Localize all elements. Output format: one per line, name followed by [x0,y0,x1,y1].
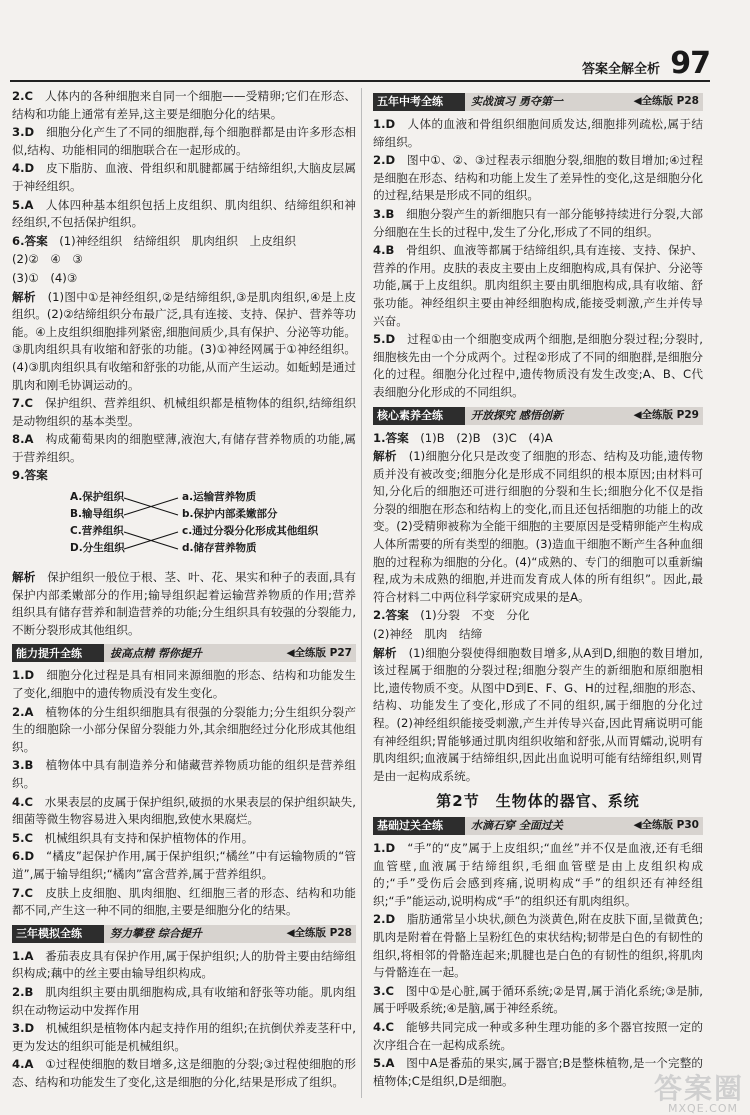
answer-text: 水果表层的皮属于保护组织,破损的水果表层的保护组织缺失,细菌等微生物容易进入果肉细胞,致使水果腐烂。 [12,794,356,827]
answer-item [12,289,356,395]
watermark-logo: 答案圈 [653,1072,744,1105]
answer-text: (1)细胞分裂使得细胞数目增多,从A到D,细胞的数目增加,该过程属于细胞的分裂过程;细胞分裂产生的新细胞和原细胞相比,遗传物质不变。从图中D到E、F、G、H的过程,细胞的形态、结构、功能发生了变化,形成了不同的组织,属于细胞的分化过程。(2)神经组织能接受刺激,产生并传导兴奋,因此胃痛说明可能有神经组织;胃能够通过肌肉组织收缩和舒张,从而胃蠕动,说明有肌肉组织;血液属于结缔组织,因此出血说明可能有结缔组织,则胃是由一起构成系统。 [373,645,703,783]
answer-text: 肌肉组织主要由肌细胞构成,具有收缩和舒张等功能。肌肉组织在动物运动中发挥作用 [12,984,356,1017]
answer-item [373,645,703,786]
section-title: 第2节 生物体的器官、系统 [436,792,640,811]
answer-item [12,251,356,269]
answer-item [12,233,356,251]
match-left-item: D.分生组织 [70,542,125,555]
answer-number: 4.B [373,243,395,258]
answer-text: (1)分裂 不变 分化 [420,608,530,623]
answer-item [12,885,356,920]
answer-item [373,448,703,606]
answer-item [12,757,356,792]
answer-text: (3)① (4)③ [12,270,78,285]
answer-number: 4.D [12,161,35,176]
match-right-item: d.储存营养物质 [182,542,257,555]
right-column [373,88,703,1091]
answer-number: 解析 [373,645,397,660]
answer-item [373,1019,703,1054]
answer-text: (1)神经组织 结缔组织 肌肉组织 上皮组织 [59,233,296,248]
answer-number: 5.A [373,1056,395,1071]
answer-text: 细胞分化产生了不同的细胞群,每个细胞群都是由许多形态相似,结构、功能相同的细胞联合在一起形成的。 [12,125,356,157]
answer-item [373,840,703,910]
page-header [0,0,750,80]
answer-item [12,395,356,430]
answer-number: 5.A [12,197,34,212]
answer-number: 1.D [12,668,35,683]
match-right-item: a.运输营养物质 [182,491,257,504]
answer-text: 皮肤上皮细胞、肌肉细胞、红细胞三者的形态、结构和功能都不同,产生这一种不同的细胞,主要是细胞分化的结果。 [12,885,356,918]
answer-text: ①过程使细胞的数目增多,这是细胞的分裂;③过程使细胞的形态、结构和功能发生了变化,这是细胞的分化,结果是形成了组织。 [12,1057,356,1089]
section-banner [373,93,703,111]
answer-text: 保护组织、营养组织、机械组织都是植物体的组织,结缔组织是动物组织的基本类型。 [12,396,356,428]
banner-title: 能力提升全练 [16,646,82,660]
header-label: 答案全解全析 [581,62,660,77]
answer-text: (2)神经 肌肉 结缔 [373,627,483,642]
answer-number: 解析 [12,570,36,585]
banner-subtitle: 水滴石穿 全面过关 [471,819,563,833]
header-rule [10,80,710,82]
answer-number: 1.A [12,948,34,963]
answer-item [12,124,356,159]
banner-subtitle: 努力攀登 综合提升 [110,926,202,940]
answer-number: 1.D [373,840,396,855]
answer-number: 3.B [373,206,395,221]
answer-text: 植物体中具有制造养分和储藏营养物质功能的组织是营养组织。 [12,758,356,790]
answer-number: 6.D [12,849,35,864]
answer-number: 7.C [12,885,33,900]
answer-text: 人体内的各种细胞来自同一个细胞——受精卵;它们在形态、结构和功能上通常有差异,这主要是细胞分化的结果。 [12,89,356,121]
answer-text: “橘皮”起保护作用,属于保护组织;“橘丝”中有运输物质的“管道”,属于输导组织;“橘肉”富含营养,属于营养组织。 [12,849,356,881]
match-left-item: A.保护组织 [70,491,125,504]
answer-item [12,467,356,485]
column-divider [361,88,362,1098]
answer-text: 人体四种基本组织包括上皮组织、肌肉组织、结缔组织和神经组织,不包括保护组织。 [12,197,356,230]
answer-number: 2.C [12,89,33,103]
answer-text: 植物体的分生组织细胞具有很强的分裂能力;分生组织分裂产生的细胞除一小部分保留分裂能力外,其余细胞经过分化形成其他组织。 [12,704,356,754]
answer-item [12,569,356,639]
answer-item [12,160,356,195]
matching-diagram [12,489,356,563]
answer-text: “手”的“皮”属于上皮组织;“血丝”并不仅是血液,还有毛细血管壁,血液属于结缔组织,毛细血管壁是由上皮组织构成的;“手”受伤后会感到疼痛,说明构成“手”的组织还有神经组织;“手”能运动,说明构成“手”的组织还有肌肉组织。 [373,840,703,908]
page-number: 97 [670,46,710,81]
answer-text: 图中①、②、③过程表示细胞分裂,细胞的数目增加;④过程是细胞在形态、结构和功能上发生了差异性的变化,这是细胞分化的过程,结果是形成不同的组织。 [373,153,703,203]
answer-number: 3.D [12,125,35,140]
answer-item [373,983,703,1018]
answer-item [373,430,703,448]
banner-page-ref: ◀全练版 P28 [633,95,699,108]
answer-text: (1)图中①是神经组织,②是结缔组织,③是肌肉组织,④是上皮组织。(2)②结缔组织分布最广泛,具有连接、支持、保护、营养等功能。④上皮组织细胞排列紧密,细胞间质少,具有保护、分泌等功能。③肌肉组织具有收缩和舒张的功能。(3)①神经网属于①神经组织。(4)③肌肉组织具有收缩和舒张的功能,从而产生运动。如蚯蚓是通过肌肉和刚毛协调运动的。 [12,289,356,392]
answer-text: 脂肪通常呈小块状,颜色为淡黄色,附在皮肤下面,呈微黄色;肌肉是附着在骨骼上呈粉红色的束状结构;韧带是白色的有韧性的组织,将相邻的骨骼连起来;肌腱也是白色的有韧性的组织,将肌肉与骨骼连在一起。 [373,912,703,980]
banner-title: 基础过关全练 [377,819,443,833]
match-left-item: C.营养组织 [70,525,124,538]
banner-page-ref: ◀全练版 P28 [286,926,352,939]
answer-number: 7.C [12,396,33,411]
answer-item [12,88,356,123]
answer-number: 2.D [373,153,396,168]
answer-text: 骨组织、血液等都属于结缔组织,具有连接、支持、保护、营养的作用。皮肤的表皮主要由上皮细胞构成,具有保护、分泌等功能,属于上皮组织。肌肉组织主要由肌细胞构成,具有收缩、舒张功能。神经组织主要由神经细胞构成,能接受刺激,产生并传导兴奋。 [373,243,703,328]
answer-item [373,626,703,644]
answer-item [373,607,703,625]
answer-item [373,331,703,401]
section-banner [12,925,356,943]
banner-title: 五年中考全练 [377,95,443,109]
answer-number: 4.A [12,1057,34,1072]
answer-number: 解析 [12,289,36,304]
answer-item [373,116,703,151]
answer-text: 人体的血液和骨组织细胞间质发达,细胞排列疏松,属于结缔组织。 [373,117,703,149]
answer-number: 2.D [373,912,396,927]
answer-number: 1.答案 [373,430,409,445]
answer-number: 5.C [12,830,33,845]
match-right-item: c.通过分裂分化形成其他组织 [182,525,319,538]
answer-item [12,197,356,232]
answer-number: 5.D [373,332,396,347]
answer-text: (1)B (2)B (3)C (4)A [420,430,553,445]
answer-item [373,206,703,241]
banner-subtitle: 实战演习 勇夺第一 [471,95,563,109]
answer-item [12,794,356,829]
answer-number: 3.C [373,983,394,998]
banner-subtitle: 拔高点精 帮你提升 [110,646,202,660]
section-banner [373,817,703,835]
answer-item [12,848,356,883]
banner-page-ref: ◀全练版 P29 [633,408,699,421]
answer-item [12,270,356,288]
answer-number: 4.C [373,1019,394,1034]
answer-text: 机械组织具有支持和保护植物体的作用。 [44,830,254,845]
answer-item [12,704,356,757]
answer-text: 图中A是番茄的果实,属于器官;B是整株植物,是一个完整的植物体;C是组织,D是细胞。 [373,1056,703,1088]
answer-text: 图中①是心脏,属于循环系统;②是胃,属于消化系统;③是肺,属于呼吸系统;④是脑,属于神经系统。 [373,983,703,1016]
answer-item [12,830,356,848]
answer-text: (1)细胞分化只是改变了细胞的形态、结构及功能,遗传物质并没有被改变;细胞分化是形成不同组织的根本原因;由材料可知,分化后的细胞还可进行细胞的分裂和生长;细胞分化不仅是指分裂的细胞在形态和结构上的变化,而且还包括细胞的功能上的改变。(2)受精卵被称为全能干细胞的主要原因是受精卵能产生构成人体所需要的所有类型的细胞。(3)造血干细胞不断产生各种血细胞的过程称为细胞的分化。(4)“成熟的、专门的细胞可以重新编程,成为未成熟的细胞,并进而发育成人体的所有组织”。因此,最符合材料二中两位科学家研究成果的是A。 [373,449,703,604]
section-banner [12,644,356,662]
answer-text: 细胞分化过程是具有相同来源细胞的形态、结构和功能发生了变化,细胞中的遗传物质没有发生变化。 [12,668,356,701]
banner-title: 核心素养全练 [377,408,443,422]
match-left-item: B.输导组织 [70,508,124,521]
answer-number: 4.C [12,794,33,809]
banner-page-ref: ◀全练版 P27 [286,646,352,659]
answer-text: (2)② ④ ③ [12,252,83,267]
left-column [12,88,356,1093]
answer-number: 3.D [12,1021,35,1036]
banner-title: 三年模拟全练 [16,926,82,940]
answer-item [373,242,703,330]
answer-text: 保护组织一般位于根、茎、叶、花、果实和种子的表面,具有保护内部柔嫩部分的作用;输导组织起着运输营养物质的作用;营养组织具有储存营养和制造营养的功能;分生组织具有较强的分裂能力,不断分裂形成其他组织。 [12,570,356,637]
answer-text: 能够共同完成一种或多种生理功能的多个器官按照一定的次序组合在一起构成系统。 [373,1019,703,1052]
answer-text: 构成葡萄果肉的细胞壁薄,液泡大,有储存营养物质的功能,属于营养组织。 [12,432,356,464]
answer-item [12,431,356,466]
banner-subtitle: 开放探究 感悟创新 [471,408,563,422]
match-lines [120,489,180,561]
answer-item [12,1056,356,1091]
answer-number: 6.答案 [12,233,48,248]
answer-item [373,911,703,981]
banner-page-ref: ◀全练版 P30 [633,819,699,832]
match-right-item: b.保护内部柔嫩部分 [182,508,278,521]
answer-number: 1.D [373,117,396,131]
answer-item [12,667,356,702]
answer-text: 皮下脂肪、血液、骨组织和肌腱都属于结缔组织,大脑皮层属于神经组织。 [12,161,356,193]
answer-number: 2.答案 [373,608,409,623]
answer-number: 2.A [12,704,34,719]
answer-text: 细胞分裂产生的新细胞只有一部分能够持续进行分裂,大部分细胞在生长的过程中,发生了分化,形成了不同的组织。 [373,206,703,239]
watermark-url: MXQE.COM [668,1102,738,1115]
answer-text: 机械组织是植物体内起支持作用的组织;在抗倒伏养麦茎秆中,更为发达的组织可能是机械组织。 [12,1021,356,1053]
answer-item [373,152,703,205]
answer-number: 8.A [12,432,34,447]
answer-number: 3.B [12,758,34,773]
answer-number: 9.答案 [12,468,48,483]
answer-text: 过程①由一个细胞变成两个细胞,是细胞分裂过程;分裂时,细胞核先由一个分成两个。过程②形成了不同的细胞群,是细胞分化的过程。细胞分化过程中,遗传物质没有发生改变;A、B、C代表细胞分化形成的不同组织。 [373,332,703,399]
answer-item [12,984,356,1019]
answer-item [12,948,356,983]
section-banner [373,407,703,425]
answer-text: 番茄表皮具有保护作用,属于保护组织;人的肋骨主要由结缔组织构成;藕中的丝主要由输导组织构成。 [12,948,356,981]
answer-number: 解析 [373,449,397,464]
answer-item [12,1020,356,1055]
answer-number: 2.B [12,984,34,999]
